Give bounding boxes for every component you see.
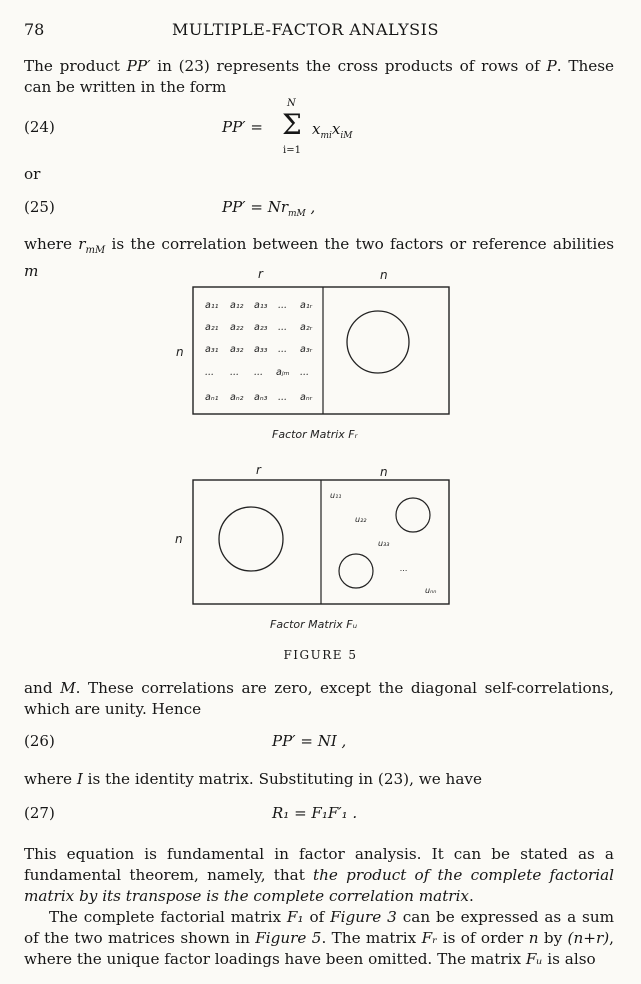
factor-matrix-fr-diagram bbox=[176, 267, 449, 441]
top-caption: Factor Matrix Fᵣ bbox=[272, 428, 358, 441]
factor-matrix-fu-diagram bbox=[175, 463, 449, 631]
paragraph-1: The product PP′ in (23) represents the cross products of rows of P. These can be written in the form bbox=[24, 57, 614, 96]
entry-a1r: a₁ᵣ bbox=[300, 300, 313, 311]
unique-u11: u₁₁ bbox=[330, 491, 342, 500]
bottom-common-circle bbox=[219, 507, 283, 571]
equation-number-24: (24) bbox=[24, 118, 55, 136]
sum-upper-limit: N bbox=[287, 98, 296, 109]
entry-a22: a₂₂ bbox=[230, 322, 244, 333]
entry-anr: aₙᵣ bbox=[300, 392, 313, 403]
equation-number-26: (26) bbox=[24, 732, 55, 750]
entry-ajm: aⱼₘ bbox=[276, 367, 290, 378]
bottom-col-label-n: n bbox=[380, 465, 388, 479]
entry-a32: a₃₂ bbox=[230, 344, 244, 355]
running-title: MULTIPLE-FACTOR ANALYSIS bbox=[172, 20, 439, 39]
matrix-entries bbox=[205, 300, 313, 403]
entry-a23: a₂₃ bbox=[254, 322, 268, 333]
page-number: 78 bbox=[24, 20, 45, 39]
bottom-caption: Factor Matrix Fᵤ bbox=[270, 618, 358, 631]
entry-an2: aₙ₂ bbox=[230, 392, 244, 403]
entry-a12: a₁₂ bbox=[230, 300, 244, 311]
entry-an1: aₙ₁ bbox=[205, 392, 219, 403]
top-col-label-n: n bbox=[380, 268, 388, 282]
entry-a11: a₁₁ bbox=[205, 300, 219, 311]
equation-27: R₁ = F₁F′₁ . bbox=[272, 804, 358, 822]
unique-u33: u₃₃ bbox=[378, 539, 390, 548]
unique-circle-lower bbox=[339, 554, 373, 588]
entry-dots: ... bbox=[254, 367, 264, 378]
sum-symbol: Σ bbox=[282, 108, 302, 141]
equation-number-25: (25) bbox=[24, 198, 55, 216]
paragraph-4: where I is the identity matrix. Substituting in (23), we have bbox=[24, 770, 482, 788]
entry-dots: ... bbox=[300, 367, 310, 378]
entry-dots: ... bbox=[278, 392, 288, 403]
figure-label: FIGURE 5 bbox=[283, 648, 358, 662]
unique-unn: uₙₙ bbox=[425, 586, 437, 595]
top-unique-circle bbox=[347, 311, 409, 373]
entry-dots: ... bbox=[278, 300, 288, 311]
equation-24-rhs: $x_{mi}x_{iM}$ bbox=[312, 120, 353, 141]
sum-lower-limit: i=1 bbox=[283, 145, 301, 156]
paragraph-6: The complete factorial matrix F₁ of Figure 3 can be expressed as a sum of the two matrices shown in Figure 5. The matrix Fᵣ is of order n by (n+r), where the unique factor loadings have been omitted. The matrix Fᵤ is also bbox=[24, 908, 615, 968]
paragraph-5: This equation is fundamental in factor analysis. It can be stated as a fundamental theorem, namely, that the product of the complete factorial matrix by its transpose is the complete correlation matrix. bbox=[24, 845, 614, 905]
entry-a3r: a₃ᵣ bbox=[300, 344, 313, 355]
entry-dots: ... bbox=[278, 322, 288, 333]
unique-u22: u₂₂ bbox=[355, 515, 367, 524]
unique-circle-upper bbox=[396, 498, 430, 532]
or-text: or bbox=[24, 165, 41, 183]
bottom-row-label-n: n bbox=[175, 532, 183, 546]
bottom-col-label-r: r bbox=[256, 463, 261, 477]
equation-26: PP′ = NI , bbox=[272, 732, 347, 750]
top-col-label-r: r bbox=[258, 267, 263, 281]
equation-24-lhs: PP′ = bbox=[222, 118, 263, 136]
entry-a13: a₁₃ bbox=[254, 300, 268, 311]
entry-dots: ... bbox=[278, 344, 288, 355]
entry-a21: a₂₁ bbox=[205, 322, 219, 333]
equation-25: $PP' = Nr_{mM}$ , bbox=[222, 198, 316, 219]
entry-dots: ... bbox=[205, 367, 215, 378]
paragraph-2: where $r_{mM}$ is the correlation between the two factors or reference abilities m bbox=[24, 235, 614, 281]
entry-a31: a₃₁ bbox=[205, 344, 219, 355]
figure-5 bbox=[0, 262, 641, 682]
equation-number-27: (27) bbox=[24, 804, 55, 822]
entry-an3: aₙ₃ bbox=[254, 392, 268, 403]
entry-dots: ... bbox=[230, 367, 240, 378]
top-row-label-n: n bbox=[176, 345, 184, 359]
entry-a33: a₃₃ bbox=[254, 344, 268, 355]
unique-dots: ... bbox=[400, 564, 408, 573]
paragraph-3: and M. These correlations are zero, except the diagonal self-correlations, which are unity. Hence bbox=[24, 679, 614, 718]
entry-a2r: a₂ᵣ bbox=[300, 322, 313, 333]
